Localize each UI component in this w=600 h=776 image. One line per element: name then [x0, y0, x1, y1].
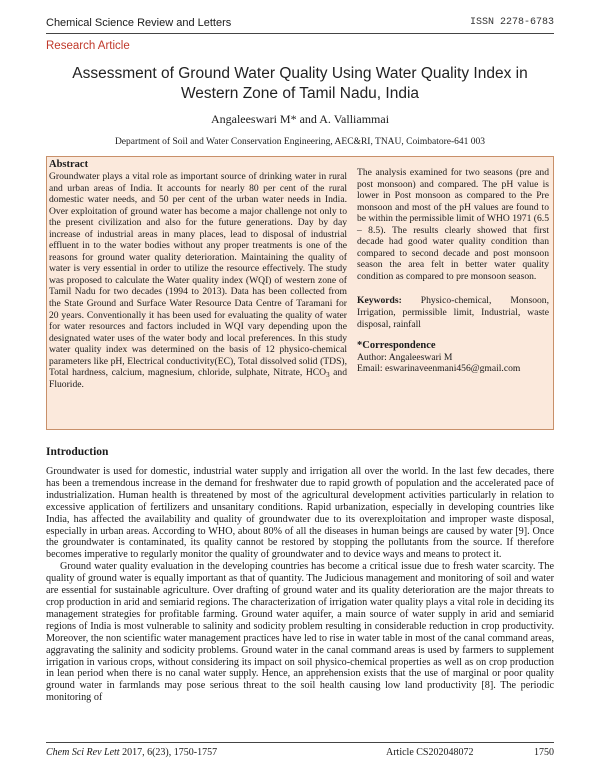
introduction-paragraph-1: Groundwater is used for domestic, industrial water supply and irrigation all over the world. In the last few decades, there has been a tremendous increase in the demand for freshwater due to rapid growth of population and the accelerated pace of industrialization. Human health is threatened by most of the agricultural development activities particularly in relation to excessive application of fertilizers and unsanitary conditions. Rapid urbanization, especially in developing countries like India, has affected the availability and quality of groundwater due to its overexploitation and improper waste disposal, especially in urban areas. According to WHO, about 80% of all the diseases in human beings are caused by water [9]. Once the groundwater is contaminated, its quality cannot be restored by stopping the pollutants from the source. If therefore becomes imperative to regularly monitor the quality of groundwater and to device ways and means to protect it.: [46, 466, 554, 561]
paper-title: Assessment of Ground Water Quality Using Water Quality Index in Western Zone of Tamil Nadu, India: [72, 65, 528, 102]
abstract-right-column: [357, 167, 549, 375]
footer-page-number: 1750: [534, 747, 554, 758]
article-type: Research Article: [46, 40, 130, 52]
footer-rule: [46, 742, 554, 743]
abstract-text-continued: The analysis examined for two seasons (pre and post monsoon) and compared. The pH value is lower in Post monsoon as compared to the Pre monsoon and most of the pH values are found to be within the permissible limit of WHO 1971 (6.5 – 8.5). The results clearly showed that first decade had good water quality condition than compared to second decade and post monsoon season the area felt in better water quality condition as compared to pre monsoon season.: [357, 167, 549, 282]
abstract-text: Groundwater plays a vital role as important source of drinking water in rural and urban areas of India. It accounts for nearly 80 per cent of the rural domestic water needs, and 50 per cent of the urban water needs in India. Over exploitation of ground water has become a major challenge not only to the present civilization and also for the future generations. Day by day increase of industrial areas in many places, lead to disposal of industrial effluent in to the water bodies without any proper treatments is one of the reasons for ground water quality deterioration. Maintaining the quality of water is very essential in order to utilize the resource effectively. The study was proposed to calculate the Water quality index (WQI) of western zone of Tamil Nadu for two decades (1994 to 2013). Data has been collected from the State Ground and Surface Water Resource Data Centre of Taramani for 20 years. Conventionally it has been used for evaluating the quality of water for water resources and factors included in WQI vary depending upon the designated water uses of the water body and local preferences. In this study water quality index was determined on the basis of 12 physico-chemical parameters like pH, Electrical conductivity(EC), Total dissolved solid (TDS), Total hardness, calcium, magnesium, chloride, sulphate, Nitrate, $HCO_3$ and Fluoride.: [49, 171, 347, 390]
header-rule: [46, 33, 554, 34]
footer-article-id: Article CS202048072: [386, 747, 474, 758]
footer-citation: Chem Sci Rev Lett 2017, 6(23), 1750-1757: [46, 747, 218, 758]
abstract-heading: Abstract: [49, 159, 89, 170]
abstract-left-column: [49, 159, 347, 390]
keywords: Keywords: Physico-chemical, Monsoon, Irrigation, permissible limit, Industrial, waste disposal, rainfall: [357, 295, 549, 330]
authors: Angaleeswari M* and A. Valliammai: [210, 112, 390, 126]
correspondence-heading: *Correspondence: [357, 340, 436, 352]
affiliation: Department of Soil and Water Conservation Engineering, AEC&RI, TNAU, Coimbatore-641 003: [114, 137, 486, 147]
introduction-paragraph-2: Ground water quality evaluation in the developing countries has become a critical issue due to fresh water scarcity. The quality of ground water is equally important as that of quantity. The Judicious management and monitoring of soil and water are essential for sustainable agriculture. Over drafting of ground water and its quality deterioration are the major threats to crop production in arid and semiarid regions. The characterization of irrigation water quality plays a vital role in deciding its management strategies for profitable farming. Ground water aquifer, a main source of water supply in arid and semiarid regions of India is most vulnerable to salinity and sodicity problem resulting in considerable reduction in crop productivity. Moreover, the non scientific water management practices have led to rise in water table in most of the canal command areas, aggravating the salinity and sodicity problems. Ground water in the canal command areas is used by farmers to supplement irrigation in various crops, without considering its impact on soil physico-chemical properties as well as on crop production in lean period when there is no canal water supply. Hence, an apprehension exists that the use of marginal or poor quality ground water in farmlands may pose serious threat to the soil health causing low land productivity [8]. The periodic monitoring of: [46, 561, 554, 704]
correspondence-email[interactable]: Email: eswarinaveenmani456@gmail.com: [357, 363, 521, 375]
correspondence-author: Author: Angaleeswari M: [357, 351, 453, 363]
introduction-body: [46, 466, 554, 704]
issn: ISSN 2278-6783: [469, 17, 554, 28]
introduction-heading: Introduction: [46, 446, 109, 458]
journal-name: Chemical Science Review and Letters: [46, 17, 232, 29]
